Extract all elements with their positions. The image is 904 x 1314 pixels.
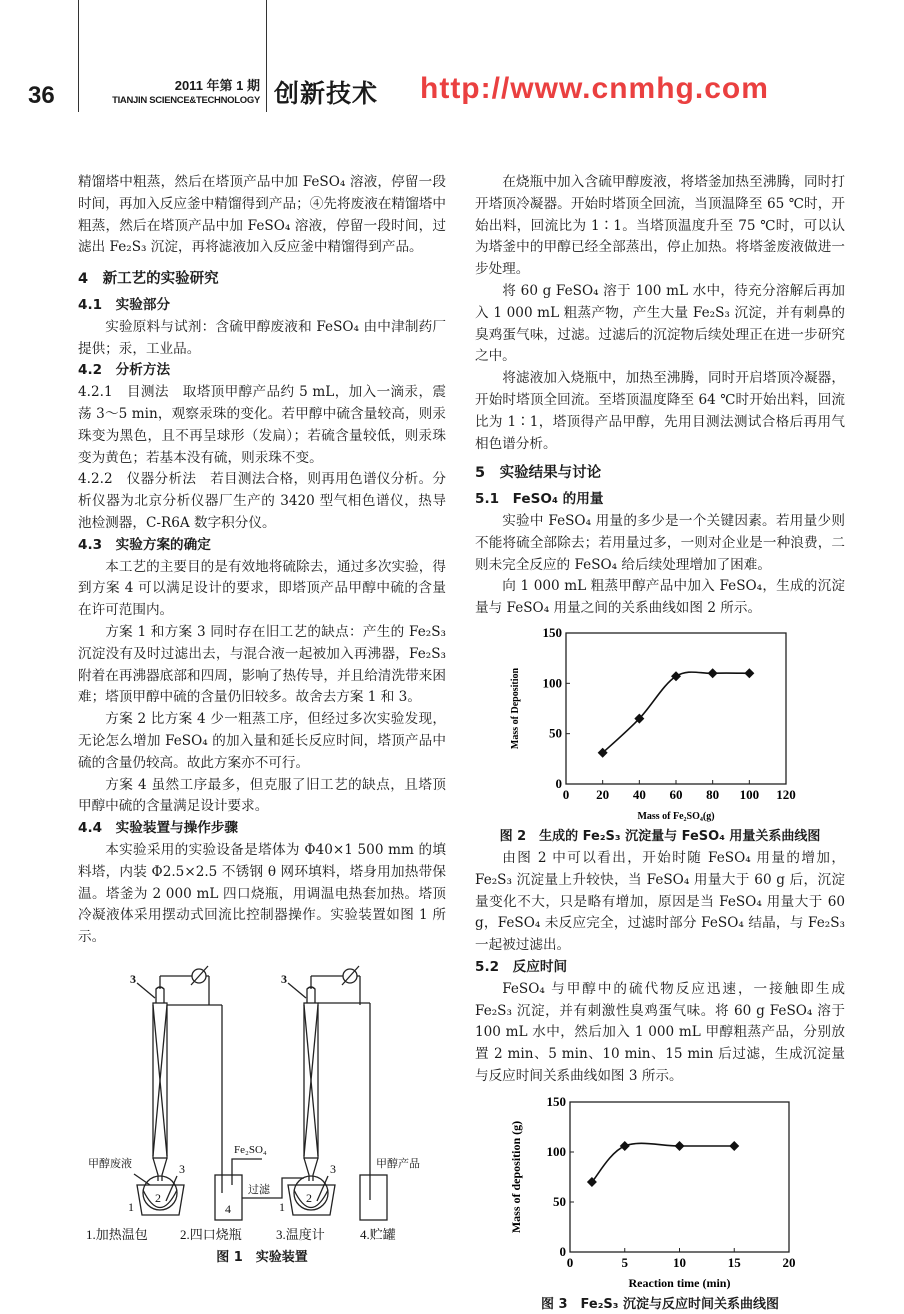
journal-name: TIANJIN SCIENCE&TECHNOLOGY <box>112 95 260 106</box>
x-tick-label: 100 <box>739 786 760 802</box>
label-thermometer: 3 <box>130 971 136 986</box>
legend-item: 3.温度计 <box>276 1226 325 1242</box>
label-flask: 2 <box>306 1190 312 1205</box>
data-point <box>729 1141 739 1151</box>
column-1 <box>134 966 222 1215</box>
paragraph: 方案 1 和方案 3 同时存在旧工艺的缺点：产生的 Fe₂S₃ 沉淀没有及时过滤出去，与混合液一起被加入再沸器，Fe₂S₃ 附着在再沸器底部和四周，影响了热传导，并且给清洗带来困难；塔顶甲醇中硫的含量仍旧较多。故舍去方案 1 和 3。 <box>78 623 446 706</box>
section-title: 创新技术 <box>274 79 379 108</box>
heading-4-2: 4.2 分析方法 <box>78 362 171 379</box>
plot-frame <box>570 1102 789 1252</box>
issue-label: 2011 年第 1 期 <box>174 78 260 93</box>
paragraph: 4.2.1 目测法 取塔顶甲醇产品约 5 mL，加入一滴汞，震荡 3～5 min，观察汞珠的变化。若甲醇中硫含量较高，则汞珠变为黑色，且不再呈球形（发扁）；若硫含量较低，则汞珠变为黄色；若基本没有硫，则汞珠不变。 <box>78 384 446 466</box>
legend-item: 4.贮罐 <box>360 1226 396 1242</box>
y-axis-label: Mass of deposition (g) <box>509 1120 523 1233</box>
heading-5-2: 5.2 反应时间 <box>475 958 568 975</box>
legend-item: 1.加热温包 <box>86 1226 148 1242</box>
x-axis-label: Mass of Fe₂SO₄(g) <box>637 810 715 822</box>
label-thermometer: 3 <box>179 1161 185 1176</box>
paragraph: 向 1 000 mL 粗蒸甲醇产品中加入 FeSO₄，生成的沉淀量与 FeSO₄ 用量之间的关系曲线如图 2 所示。 <box>475 578 845 617</box>
series-line <box>603 672 750 753</box>
label-product: 甲醇产品 <box>376 1157 420 1170</box>
paragraph: 方案 2 比方案 4 少一粗蒸工序，但经过多次实验发现，无论怎么增加 FeSO₄ 的加入量和延长反应时间，塔顶产品中硫的含量仍较高。故此方案亦不可行。 <box>78 711 446 771</box>
label-flask: 2 <box>155 1190 161 1205</box>
heading-4-1: 4.1 实验部分 <box>78 296 171 313</box>
chart-deposition-vs-time <box>500 1092 820 1294</box>
paragraph: 将 60 g FeSO₄ 溶于 100 mL 水中，待充分溶解后再加入 1 000 mL 粗蒸产物，产生大量 Fe₂S₃ 沉淀，并有刺鼻的臭鸡蛋气味，过滤。过滤后的沉淀物后续处理正在进一步研究之中。 <box>475 282 845 365</box>
x-tick-label: 40 <box>632 786 646 802</box>
paragraph: 实验中 FeSO₄ 用量的多少是一个关键因素。若用量少则不能将硫全部除去；若用量过多，一则对企业是一种浪费，二则未完全反应的 FeSO₄ 给后续处理增加了困难。 <box>475 512 845 573</box>
x-tick-label: 120 <box>776 786 796 802</box>
label-filter: 过滤 <box>248 1183 270 1196</box>
x-tick-label: 80 <box>706 786 720 802</box>
paragraph: 本实验采用的实验设备是塔体为 Φ40×1 500 mm 的填料塔，内装 Φ2.5×2.5 不锈钢 θ 网环填料，塔身用加热带保温。塔釜为 2 000 mL 四口烧瓶，用调温电热套加热。塔顶冷凝液体采用摆动式回流比控制器操作。实验装置如图 1 所示。 <box>78 841 446 946</box>
x-tick-label: 5 <box>621 1254 628 1270</box>
paragraph: 本工艺的主要目的是有效地将硫除去，通过多次实验，得到方案 4 可以满足设计的要求，即塔顶产品甲醇中硫的含量在许可范围内。 <box>78 558 446 619</box>
header-divider-left <box>78 0 79 112</box>
y-tick-label: 50 <box>553 1193 566 1209</box>
apparatus-diagram <box>82 953 442 1245</box>
paragraph: 方案 4 虽然工序最多，但克服了旧工艺的缺点，且塔顶甲醇中硫的含量满足设计要求。 <box>78 776 446 815</box>
heading-5: 5 实验结果与讨论 <box>475 465 602 482</box>
data-point <box>708 668 718 678</box>
page-number: 36 <box>28 82 55 109</box>
y-tick-label: 150 <box>542 624 562 640</box>
x-tick-label: 10 <box>673 1254 686 1270</box>
label-heater: 1 <box>279 1199 285 1214</box>
x-tick-label: 20 <box>782 1254 796 1270</box>
heading-4-3: 4.3 实验方案的确定 <box>78 536 211 553</box>
y-tick-label: 100 <box>542 675 562 691</box>
plot-frame <box>566 633 786 784</box>
paragraph: 4.2.2 仪器分析法 若目测法合格，则再用色谱仪分析。分析仪器为北京分析仪器厂生产的 3420 型气相色谱仪，热导池检测器，C-R6A 数字积分仪。 <box>78 471 446 531</box>
y-axis-label: Mass of Deposition <box>510 667 521 749</box>
watermark: http://www.cnmhg.com <box>420 72 769 105</box>
x-tick-label: 20 <box>596 786 610 802</box>
data-point <box>744 668 754 678</box>
chart-deposition-vs-feso4 <box>500 624 820 826</box>
label-heater: 1 <box>128 1199 134 1214</box>
label-thermometer: 3 <box>330 1161 336 1176</box>
x-tick-label: 0 <box>562 786 570 802</box>
figure2-caption: 图 2 生成的 Fe₂S₃ 沉淀量与 FeSO₄ 用量关系曲线图 <box>499 828 821 844</box>
paragraph: 精馏塔中粗蒸，然后在塔顶产品中加 FeSO₄ 溶液，停留一段时间，再加入反应釜中精馏得到产品；④先将废液在精馏塔中粗蒸，然后在塔顶产品中加 FeSO₄ 溶液，停留一段时间，过滤出 Fe₂S₃ 沉淀，再将滤液加入反应釜中精馏得到产品。 <box>78 174 446 256</box>
y-tick-label: 100 <box>546 1143 566 1159</box>
data-point <box>620 1141 630 1151</box>
heading-4-4: 4.4 实验装置与操作步骤 <box>78 820 239 837</box>
paragraph: 将滤液加入烧瓶中，加热至沸腾，同时开启塔顶冷凝器，开始时塔顶全回流。至塔顶温度降至 64 ℃时开始出料，回流比为 1∶1，塔顶得产品甲醇，先用目测法测试合格后再用气相色谱分析。 <box>475 370 845 452</box>
x-tick-label: 15 <box>727 1254 741 1270</box>
data-point <box>675 1141 685 1151</box>
label-reagent: Fe₂SO₄ <box>234 1143 267 1156</box>
y-tick-label: 150 <box>546 1093 566 1109</box>
y-tick-label: 0 <box>559 1243 566 1259</box>
paragraph: 在烧瓶中加入含硫甲醇废液，将塔釜加热至沸腾，同时打开塔顶冷凝器。开始时塔顶全回流，当顶温降至 65 ℃时，开始出料，回流比为 1∶1。当塔顶温度升至 75 ℃时，可以认为塔釜中的甲醇已经全部蒸出，停止加热。将塔釜废液做进一步处理。 <box>475 174 845 278</box>
paragraph: 由图 2 中可以看出，开始时随 FeSO₄ 用量的增加，Fe₂S₃ 沉淀量上升较快，当 FeSO₄ 用量大于 60 g 后，沉淀量变化不大，只是略有增加，原因是当 FeSO₄ 用量大于 60 g，FeSO₄ 未反应完全，过滤时部分 FeSO₄ 结晶，与 Fe₂S₃ 一起被过滤出。 <box>475 849 845 954</box>
y-tick-label: 50 <box>549 725 562 741</box>
series-line <box>592 1143 734 1182</box>
figure3-caption: 图 3 Fe₂S₃ 沉淀与反应时间关系曲线图 <box>540 1296 780 1312</box>
label-tank: 4 <box>225 1201 231 1216</box>
storage-tank <box>318 1003 387 1220</box>
header-divider-right <box>266 0 267 112</box>
x-axis-label: Reaction time (min) <box>628 1275 731 1290</box>
paragraph: FeSO₄ 与甲醇中的硫代物反应迅速，一接触即生成 Fe₂S₃ 沉淀，并有刺激性臭鸡蛋气味。将 60 g FeSO₄ 溶于 100 mL 水中，然后加入 1 000 mL 甲醇粗蒸产品，分别放置 2 min、5 min、10 min、15 min 后过滤，生成沉淀量与反应时间关系曲线如图 3 所示。 <box>475 980 845 1084</box>
heading-4: 4 新工艺的实验研究 <box>78 271 219 288</box>
x-tick-label: 60 <box>669 786 683 802</box>
legend-item: 2.四口烧瓶 <box>180 1226 242 1242</box>
x-tick-label: 0 <box>566 1254 574 1270</box>
label-thermometer: 3 <box>281 971 287 986</box>
right-column <box>475 172 845 1314</box>
figure1-caption: 图 1 实验装置 <box>216 1249 308 1265</box>
y-tick-label: 0 <box>555 775 562 791</box>
label-feed: 甲醇废液 <box>88 1157 132 1170</box>
left-column <box>78 172 446 1267</box>
paragraph: 实验原料与试剂：含硫甲醇废液和 FeSO₄ 由中津制药厂提供；汞，工业品。 <box>78 318 446 357</box>
heading-5-1: 5.1 FeSO₄ 的用量 <box>475 491 604 508</box>
